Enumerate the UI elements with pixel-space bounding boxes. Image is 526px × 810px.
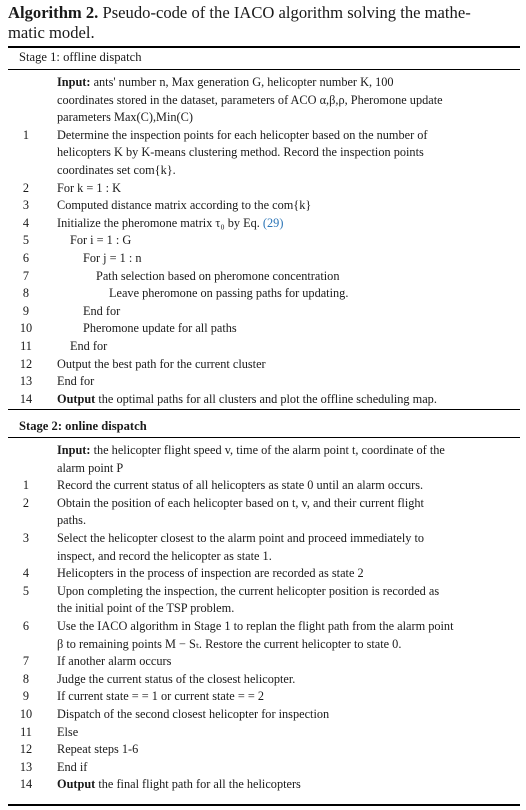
stage2-step-content: If another alarm occurs [57,654,172,669]
stage2-step-text [57,653,171,671]
stage2-step-number: 12 [19,742,33,757]
stage1-input-value: parameters Max(C),Min(C) [57,110,193,125]
stage2-step-text [57,477,423,495]
stage2-step-content: Record the current status of all helicopters as state 0 until an alarm occurs. [57,478,424,493]
stage1-step-text [57,180,121,198]
stage1-step-number: 12 [19,356,33,371]
stage2-step-number: 3 [22,531,30,545]
stage1-equation-link: (29) [262,215,284,230]
stage1-step-text [57,215,283,233]
stage2-step-text [57,776,301,794]
stage2-step-number: 8 [22,671,30,686]
stage1-step-number: 11 [20,339,32,353]
stage2-step-text [57,565,364,583]
stage2-step-content: Upon completing the inspection, the current helicopter position is recorded as [57,583,440,598]
stage1-step-content: Determine the inspection points for each helicopter based on the number of [57,127,428,142]
stage2-input-label: Input: [57,443,94,457]
stage1-step-number: 8 [22,286,30,301]
stage1-step-content: helicopters K by K-means clustering method. Record the inspection points [57,145,424,160]
stage2-step-text [57,548,272,566]
bottom-rule [8,804,520,806]
stage1-input-label: Input: [57,75,94,89]
stage1-step-content: For i = 1 : G [70,233,132,248]
stage2-step-text [57,688,264,706]
stage1-input-text [57,74,394,92]
stage1-step-content: Pheromone update for all paths [83,321,237,336]
stage1-step-content: the optimal paths for all clusters and plot the offline scheduling map. [95,391,437,406]
stage1-input-text [57,109,193,127]
stage1-step-content: For j = 1 : n [83,251,142,265]
stage2-input-text [57,442,445,460]
stage1-step-number: 2 [22,180,30,195]
stage1-step-text [96,268,339,286]
stage1-step-number: 9 [22,303,30,318]
stage2-step-text [57,618,454,636]
stage1-step-content: Leave pheromone on passing paths for updating. [109,286,349,301]
stage2-step-text [57,600,234,618]
stage1-step-number: 10 [19,321,33,336]
stage2-step-content: Select the helicopter closest to the alarm point and proceed immediately to [57,531,425,545]
stage1-step-content: coordinates set com{k}. [57,163,176,177]
stage2-step-content: Else [57,724,79,739]
stage1-step-text [57,391,437,409]
stage1-step-text [57,373,94,391]
stage1-step-number: 3 [22,198,30,213]
stage2-step-content: the final flight path for all the helicopters [95,777,301,792]
stage1-step-number: 1 [22,127,30,142]
stage2-step-text [57,512,86,530]
stage2-step-content: Helicopters in the process of inspection are recorded as state 2 [57,566,364,581]
stage1-step-bold: Output [57,391,96,406]
stage2-step-content: Judge the current status of the closest helicopter. [57,671,296,686]
stage2-step-number: 7 [22,654,30,669]
stage1-step-text [57,356,266,374]
stage2-step-number: 2 [22,495,30,510]
stage2-step-text [57,724,78,742]
stage1-step-content: Initialize the pheromone matrix τ₀ by Eq. [57,215,263,230]
stage2-step-number: 1 [22,478,30,493]
stage1-step-text [70,338,107,356]
stage2-step-number: 14 [19,777,33,792]
stage2-top-rule [8,409,520,410]
stage2-step-number: 11 [20,724,32,739]
stage2-step-text [57,530,424,548]
stage1-step-number: 14 [19,391,33,406]
stage2-step-content: If current state = = 1 or current state = = 2 [57,689,264,704]
stage2-input-value: the helicopter flight speed v, time of the alarm point t, coordinate of the [93,443,445,457]
stage2-step-number: 13 [19,759,33,774]
stage1-step-content: Path selection based on pheromone concentration [96,268,340,283]
stage2-input-text [57,460,123,478]
stage1-step-content: Computed distance matrix according to the com{k} [57,198,312,213]
caption-text-2: matic model. [8,23,95,42]
stage2-step-content: Repeat steps 1-6 [57,742,139,757]
caption-label: Algorithm 2. [8,3,99,22]
stage1-step-number: 5 [22,233,30,248]
stage1-step-content: Output the best path for the current cluster [57,356,266,371]
stage2-step-number: 5 [22,583,30,598]
stage2-step-number: 6 [22,619,30,633]
stage2-input-value: alarm point P [57,460,124,475]
stage2-step-text [57,495,424,513]
stage2-step-content: β to remaining points M − Sₜ. Restore the current helicopter to state 0. [57,636,402,651]
stage2-step-text [57,706,329,724]
stage2-step-text [57,759,87,777]
stage2-step-text [57,671,295,689]
stage2-step-content: Obtain the position of each helicopter based on t, v, and their current flight [57,495,424,510]
stage1-step-text [57,197,311,215]
stage2-step-content: End if [57,759,88,774]
stage1-step-text [83,303,120,321]
stage2-step-bold: Output [57,777,96,792]
stage2-step-content: Dispatch of the second closest helicopter for inspection [57,707,330,721]
top-rule [8,46,520,48]
stage1-step-text [109,285,348,303]
stage2-step-content: paths. [57,513,87,528]
stage2-rule [8,437,520,438]
stage2-step-content: inspect, and record the helicopter as state 1. [57,548,272,563]
stage2-step-text [57,741,138,759]
stage2-step-content: the initial point of the TSP problem. [57,601,235,616]
stage1-step-content: End for [83,303,121,318]
stage2-step-text [57,636,401,654]
stage1-rule [8,69,520,70]
stage1-step-number: 7 [22,268,30,283]
stage2-step-number: 9 [22,689,30,704]
stage1-step-text [57,144,424,162]
stage1-input-value: ants' number n, Max generation G, helicopter number K, 100 [93,75,394,89]
stage1-step-content: For k = 1 : K [57,180,121,195]
stage1-step-number: 13 [19,374,33,389]
stage1-step-number: 4 [22,215,30,230]
algorithm-caption [8,3,520,43]
stage1-step-content: End for [70,339,108,353]
stage1-step-content: End for [57,374,95,389]
stage1-step-text [57,127,428,145]
stage2-step-content: Use the IACO algorithm in Stage 1 to replan the flight path from the alarm point [57,619,454,633]
caption-text: Pseudo-code of the IACO algorithm solving the mathe- [102,3,471,22]
stage1-step-text [83,250,142,268]
stage2-title: Stage 2: online dispatch [19,419,147,433]
stage2-step-text [57,583,439,601]
stage1-step-text [83,320,237,338]
stage1-step-number: 6 [22,251,30,265]
stage1-title: Stage 1: offline dispatch [19,50,142,64]
stage2-step-number: 10 [19,707,33,721]
stage1-input-value: coordinates stored in the dataset, parameters of ACO α,β,ρ, Pheromone update [57,92,443,107]
stage2-step-number: 4 [22,566,30,581]
stage1-input-text [57,92,443,110]
stage1-step-text [57,162,176,180]
stage1-step-text [70,232,131,250]
